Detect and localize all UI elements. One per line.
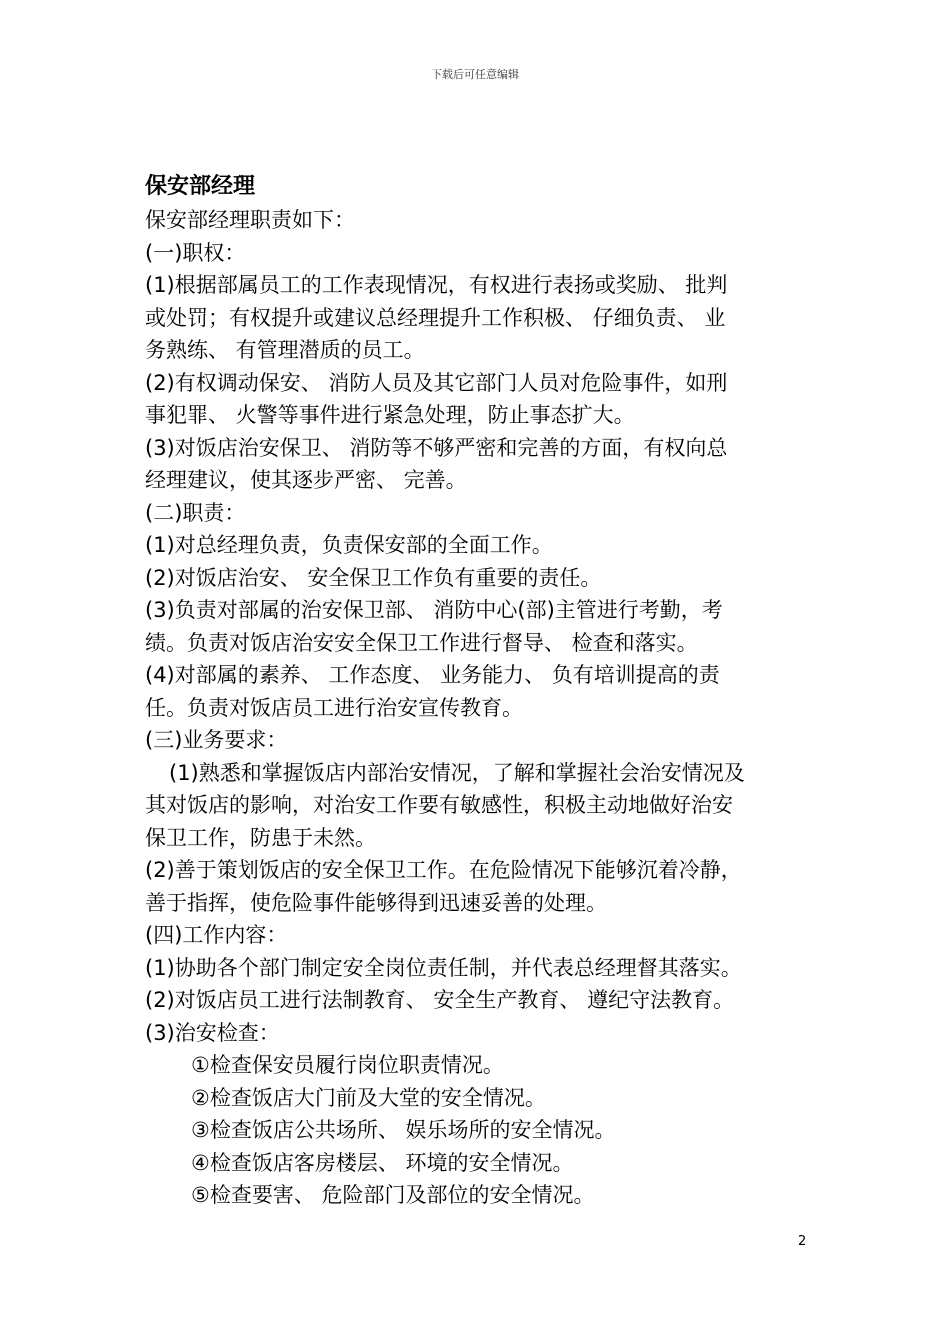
checklist-item: ⑤检查要害、 危险部门及部位的安全情况。 [191,1183,595,1207]
paragraph-line: (3)对饭店治安保卫、 消防等不够严密和完善的方面，有权向总 [145,435,728,460]
intro-line: 保安部经理职责如下： [145,208,355,232]
paragraph-line: (3)治安检查： [145,1020,280,1045]
paragraph-line: 善于指挥，使危险事件能够得到迅速妥善的处理。 [145,890,607,915]
paragraph-line: 任。负责对饭店员工进行治安宣传教育。 [145,695,523,720]
paragraph-line: (2)善于策划饭店的安全保卫工作。在危险情况下能够沉着冷静， [145,858,742,882]
section-heading: (四)工作内容： [145,923,288,947]
paragraph-line: (2)对饭店员工进行法制教育、 安全生产教育、 遵纪守法教育。 [145,988,735,1012]
paragraph-line: (1)根据部属员工的工作表现情况，有权进行表扬或奖励、 批判 [145,273,728,297]
section-heading: (三)业务要求： [145,728,288,752]
paragraph-line: 其对饭店的影响，对治安工作要有敏感性，积极主动地做好治安 [145,793,733,817]
checklist-item: ②检查饭店大门前及大堂的安全情况。 [191,1085,546,1110]
section-heading: (一)职权： [145,240,246,265]
paragraph-line: (1)熟悉和掌握饭店内部治安情况，了解和掌握社会治安情况及 [169,760,745,785]
page-number: 2 [798,1234,807,1249]
section-heading: (二)职责： [145,500,246,525]
paragraph-line: (4)对部属的素养、 工作态度、 业务能力、 负有培训提高的责 [145,663,720,687]
paragraph-line: 保卫工作，防患于未然。 [145,825,376,850]
paragraph-line: 事犯罪、 火警等事件进行紧急处理，防止事态扩大。 [145,403,635,427]
paragraph-line: (1)对总经理负责，负责保安部的全面工作。 [145,533,553,557]
checklist-item: ③检查饭店公共场所、 娱乐场所的安全情况。 [191,1118,616,1142]
paragraph-line: 务熟练、 有管理潜质的员工。 [145,338,425,362]
paragraph-line: (1)协助各个部门制定安全岗位责任制，并代表总经理督其落实。 [145,955,742,980]
header-note: 下载后可任意编辑 [431,68,519,81]
checklist-item: ①检查保安员履行岗位职责情况。 [191,1053,504,1077]
paragraph-line: 经理建议，使其逐步严密、 完善。 [145,468,467,492]
checklist-item: ④检查饭店客房楼层、 环境的安全情况。 [191,1150,574,1175]
paragraph-line: (3)负责对部属的治安保卫部、 消防中心(部)主管进行考勤，考 [145,598,723,622]
paragraph-line: 绩。负责对饭店治安安全保卫工作进行督导、 检查和落实。 [145,630,698,655]
paragraph-line: 或处罚；有权提升或建议总经理提升工作积极、 仔细负责、 业 [145,305,726,330]
paragraph-line: (2)有权调动保安、 消防人员及其它部门人员对危险事件，如刑 [145,370,728,395]
document-body [145,170,810,1212]
paragraph-line: (2)对饭店治安、 安全保卫工作负有重要的责任。 [145,565,602,590]
document-title: 保安部经理 [145,174,256,199]
